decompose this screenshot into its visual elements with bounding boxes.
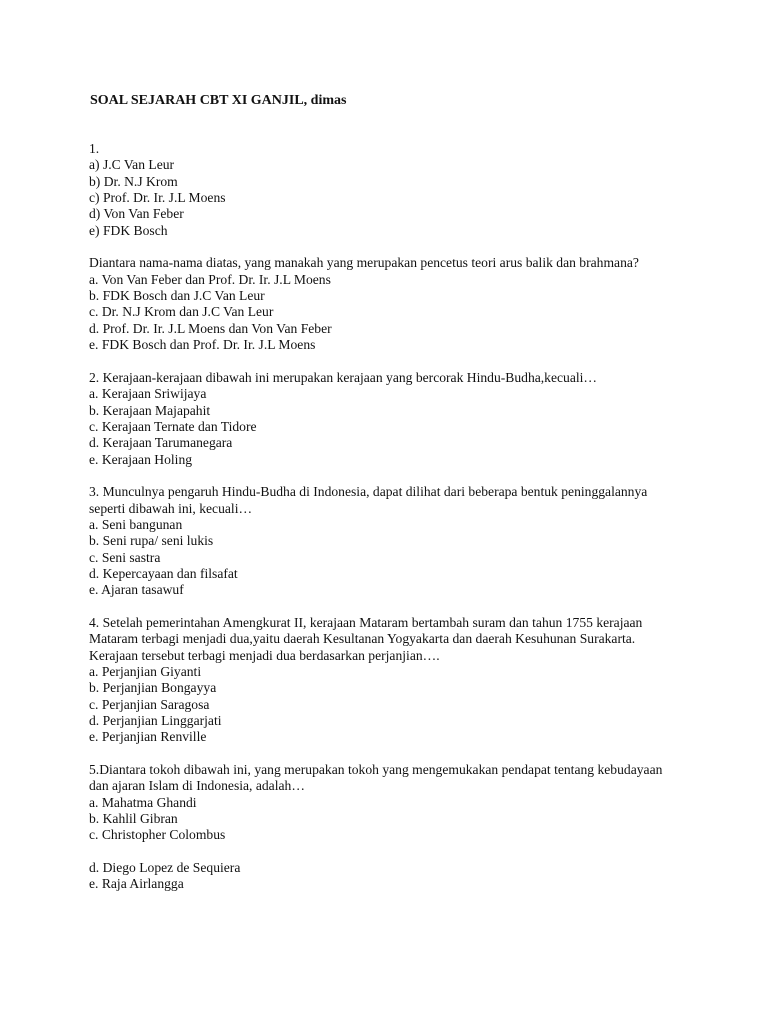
answer-option: a. Perjanjian Giyanti	[89, 664, 202, 679]
answer-option: Kerajaan tersebut terbagi menjadi dua berdasarkan perjanjian….	[89, 647, 440, 663]
answer-option: b. Perjanjian Bongayya	[89, 680, 217, 696]
answer-option: c. Perjanjian Saragosa	[89, 696, 210, 712]
question-text: 3. Munculnya pengaruh Hindu-Budha di Indonesia, dapat dilihat dari beberapa bentuk peninggalannya	[89, 484, 648, 500]
answer-option: e. Ajaran tasawuf	[89, 582, 184, 598]
document-title: SOAL SEJARAH CBT XI GANJIL, dimas	[90, 93, 347, 108]
answer-option: seperti dibawah ini, kecuali…	[89, 500, 253, 516]
answer-option: b) Dr. N.J Krom	[89, 173, 178, 189]
question-text: 1.	[89, 141, 100, 156]
answer-option: a. Mahatma Ghandi	[89, 794, 197, 810]
answer-option: a) J.C Van Leur	[89, 157, 175, 173]
answer-option: e. Raja Airlangga	[89, 876, 184, 892]
answer-option: d) Von Van Feber	[89, 206, 184, 222]
question-block	[89, 370, 709, 468]
answer-option: e. Perjanjian Renville	[89, 729, 207, 745]
question-block	[89, 762, 709, 893]
answer-option: c. Seni sastra	[89, 549, 161, 565]
answer-option: d. Diego Lopez de Sequiera	[89, 860, 241, 876]
blank-line	[89, 844, 709, 860]
question-block	[89, 141, 709, 239]
answer-option: d. Prof. Dr. Ir. J.L Moens dan Von Van Feber	[89, 320, 332, 336]
answer-option: Mataram terbagi menjadi dua,yaitu daerah Kesultanan Yogyakarta dan daerah Kesuhunan Surakarta.	[89, 631, 636, 647]
question-list	[89, 141, 709, 909]
question-text: 4. Setelah pemerintahan Amengkurat II, kerajaan Mataram bertambah suram dan tahun 1755 kerajaan	[89, 614, 643, 630]
answer-option: a. Von Van Feber dan Prof. Dr. Ir. J.L Moens	[89, 271, 331, 287]
answer-option: e) FDK Bosch	[89, 222, 168, 238]
answer-option: a. Kerajaan Sriwijaya	[89, 386, 207, 402]
answer-option: b. Kahlil Gibran	[89, 811, 178, 827]
answer-option: d. Kepercayaan dan filsafat	[89, 565, 238, 581]
question-text: 5.Diantara tokoh dibawah ini, yang merupakan tokoh yang mengemukakan pendapat tentang kebudayaan	[89, 762, 663, 778]
answer-option: c. Kerajaan Ternate dan Tidore	[89, 418, 257, 434]
answer-option: b. FDK Bosch dan J.C Van Leur	[89, 288, 265, 304]
answer-option: d. Perjanjian Linggarjati	[89, 713, 222, 729]
answer-option: d. Kerajaan Tarumanegara	[89, 435, 233, 451]
answer-option: c. Christopher Colombus	[89, 827, 226, 843]
answer-option: e. Kerajaan Holing	[89, 451, 193, 467]
question-block	[89, 484, 709, 598]
answer-option: c) Prof. Dr. Ir. J.L Moens	[89, 190, 226, 206]
answer-option: e. FDK Bosch dan Prof. Dr. Ir. J.L Moens	[89, 337, 316, 353]
answer-option: a. Seni bangunan	[89, 516, 183, 532]
question-block	[89, 255, 709, 353]
answer-option: b. Seni rupa/ seni lukis	[89, 533, 214, 549]
answer-option: b. Kerajaan Majapahit	[89, 402, 211, 418]
question-text: 2. Kerajaan-kerajaan dibawah ini merupakan kerajaan yang bercorak Hindu-Budha,kecuali…	[89, 369, 598, 385]
answer-option: c. Dr. N.J Krom dan J.C Van Leur	[89, 304, 274, 320]
question-block	[89, 615, 709, 746]
question-text: Diantara nama-nama diatas, yang manakah yang merupakan pencetus teori arus balik dan brahmana?	[89, 255, 639, 271]
answer-option: dan ajaran Islam di Indonesia, adalah…	[89, 778, 305, 794]
